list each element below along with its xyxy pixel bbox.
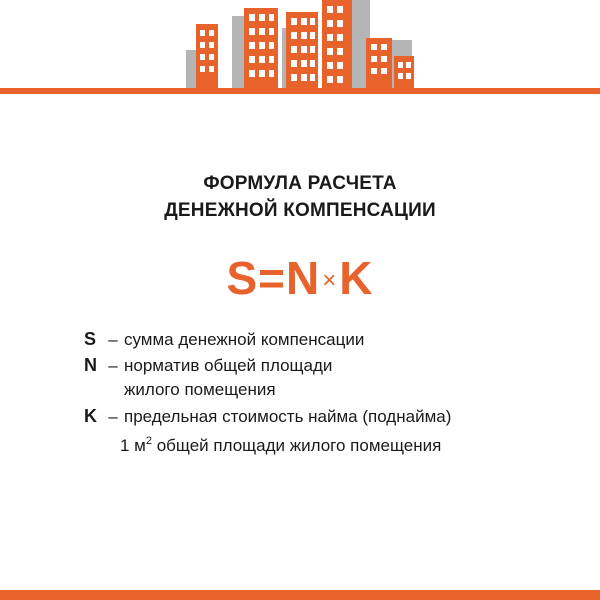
legend-row-k-cont xyxy=(120,428,441,459)
formula-n: N xyxy=(286,252,321,304)
legend-text-k-2-pre: 1 м xyxy=(120,436,146,455)
formula-k: K xyxy=(339,252,374,304)
legend-text-s: сумма денежной компенсации xyxy=(124,330,365,349)
legend-text-n-1: норматив общей площади xyxy=(124,356,333,375)
legend-row-k xyxy=(84,403,451,430)
legend-row-n-cont xyxy=(124,377,276,403)
legend-dash: – xyxy=(108,407,118,426)
bottom-divider xyxy=(0,590,600,600)
city-skyline-icon xyxy=(0,0,600,96)
formula xyxy=(0,248,600,311)
formula-times: × xyxy=(322,267,338,294)
formula-s: S xyxy=(226,252,259,304)
legend-text-k-2-post: общей площади жилого помещения xyxy=(152,436,442,455)
legend-row-s xyxy=(84,326,364,353)
legend-symbol-n: N xyxy=(84,355,97,375)
formula-equals: = xyxy=(258,252,287,304)
legend-text-k-2-sup: 2 xyxy=(145,435,152,447)
legend-dash: – xyxy=(108,330,118,349)
page-title-line-2: ДЕНЕЖНОЙ КОМПЕНСАЦИИ xyxy=(164,200,436,221)
legend-text-k-1: предельная стоимость найма (поднайма) xyxy=(124,407,452,426)
top-divider xyxy=(0,88,600,96)
legend-symbol-k: K xyxy=(84,406,97,426)
legend-dash: – xyxy=(108,356,118,375)
page-title-line-1: ФОРМУЛА РАСЧЕТА xyxy=(203,173,397,194)
legend-row-n xyxy=(84,352,332,379)
legend-symbol-s: S xyxy=(84,329,97,349)
legend-text-n-2: жилого помещения xyxy=(124,380,276,399)
